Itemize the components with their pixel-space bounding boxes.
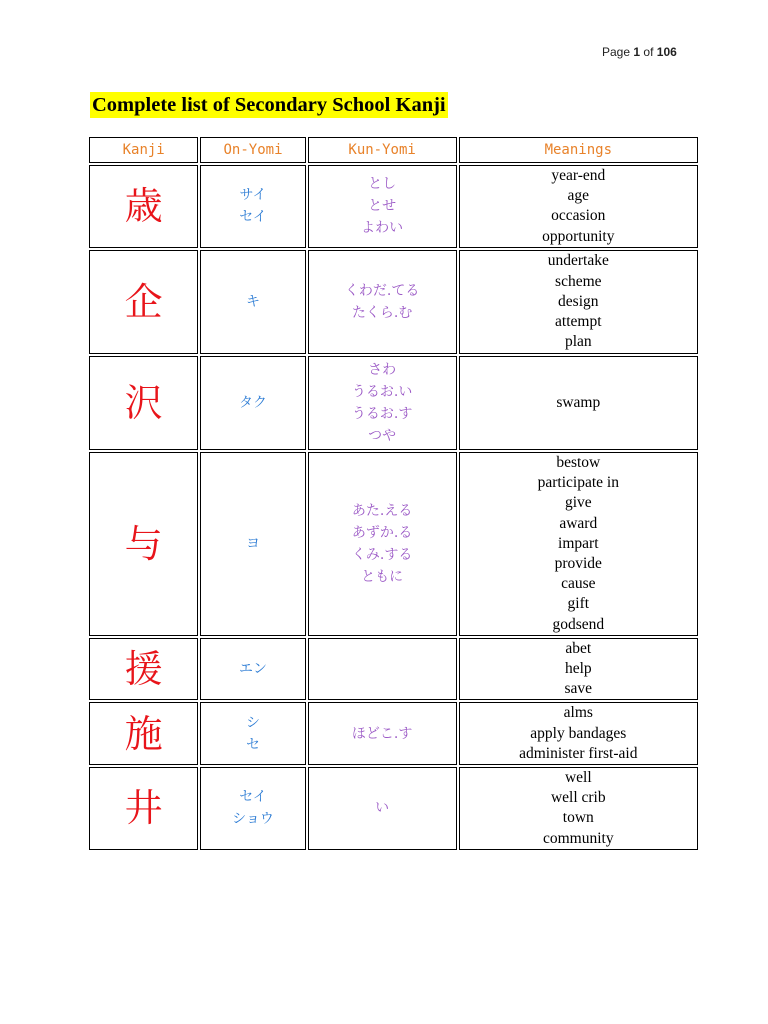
- page-number: [602, 45, 677, 59]
- kun-yomi-reading: うるお.す: [351, 405, 413, 422]
- meaning-item: godsend: [552, 615, 605, 633]
- kanji-cell: 沢: [89, 356, 198, 450]
- on-yomi-reading: セ: [246, 736, 261, 753]
- on-yomi-cell: [200, 356, 305, 450]
- table-row: [89, 767, 698, 850]
- kun-yomi-cell: [308, 452, 457, 636]
- kun-yomi-reading: あずか.る: [351, 524, 413, 541]
- table-row: [89, 250, 698, 354]
- kun-yomi-reading: くみ.する: [351, 546, 413, 563]
- kun-yomi-cell: [308, 702, 457, 765]
- meaning-item: age: [567, 187, 590, 205]
- kun-yomi-reading: ともに: [361, 568, 404, 585]
- header-meanings: Meanings: [459, 137, 698, 163]
- on-yomi-reading: シ: [246, 714, 261, 731]
- meaning-item: save: [564, 680, 593, 698]
- meaning-item: scheme: [555, 272, 602, 290]
- on-yomi-cell: [200, 702, 305, 765]
- meaning-item: alms: [563, 704, 593, 722]
- meaning-item: swamp: [556, 393, 601, 411]
- meaning-item: award: [559, 514, 598, 532]
- page-label: Page: [602, 45, 631, 59]
- kanji-table: [87, 135, 700, 852]
- kun-yomi-cell: [308, 165, 457, 248]
- on-yomi-cell: [200, 250, 305, 354]
- on-yomi-cell: [200, 767, 305, 850]
- kun-yomi-reading: とせ: [368, 198, 397, 215]
- page-of-label: of: [643, 45, 654, 59]
- page-total: 106: [656, 45, 677, 59]
- header-on-yomi: On-Yomi: [200, 137, 305, 163]
- meanings-cell: [459, 638, 698, 701]
- kun-yomi-cell: [308, 356, 457, 450]
- meaning-item: gift: [567, 595, 590, 613]
- meaning-item: year-end: [551, 167, 606, 184]
- kun-yomi-cell: [308, 767, 457, 850]
- kun-yomi-reading: い: [375, 800, 390, 817]
- meanings-cell: [459, 250, 698, 354]
- meanings-cell: [459, 767, 698, 850]
- kanji-cell: 援: [89, 638, 198, 701]
- header-kanji: Kanji: [89, 137, 198, 163]
- meaning-item: town: [562, 809, 594, 827]
- kanji-cell: 企: [89, 250, 198, 354]
- kanji-cell: 井: [89, 767, 198, 850]
- meaning-item: opportunity: [542, 227, 615, 245]
- meaning-item: attempt: [555, 312, 602, 330]
- kun-yomi-reading: うるお.い: [351, 383, 413, 400]
- kun-yomi-reading: あた.える: [351, 502, 413, 519]
- meaning-item: community: [542, 829, 614, 847]
- table-body: [89, 165, 698, 850]
- document-title: Complete list of Secondary School Kanji: [92, 94, 446, 116]
- table-row: [89, 356, 698, 450]
- on-yomi-reading: タク: [239, 394, 268, 411]
- on-yomi-reading: ショウ: [232, 811, 274, 828]
- kun-yomi-cell: [308, 250, 457, 354]
- kun-yomi-reading: ほどこ.す: [351, 725, 413, 742]
- kun-yomi-reading: つや: [368, 427, 397, 444]
- on-yomi-cell: [200, 165, 305, 248]
- on-yomi-cell: [200, 638, 305, 701]
- table-row: [89, 702, 698, 765]
- meaning-item: occasion: [551, 207, 606, 225]
- meaning-item: well: [564, 769, 592, 787]
- kanji-cell: 与: [89, 452, 198, 636]
- table-row: [89, 165, 698, 248]
- meaning-item: cause: [561, 575, 596, 593]
- kanji-cell: 歳: [89, 165, 198, 248]
- meaning-item: abet: [565, 639, 592, 657]
- kun-yomi-reading: とし: [368, 176, 397, 193]
- kanji-cell: 施: [89, 702, 198, 765]
- meaning-item: help: [564, 660, 592, 678]
- meaning-item: plan: [564, 333, 592, 351]
- on-yomi-reading: ヨ: [246, 535, 261, 552]
- meaning-item: impart: [558, 534, 599, 552]
- meanings-cell: [459, 165, 698, 248]
- meanings-cell: [459, 356, 698, 450]
- meaning-item: bestow: [556, 453, 601, 471]
- table-row: [89, 638, 698, 701]
- kun-yomi-reading: よわい: [361, 220, 404, 237]
- meaning-item: well crib: [550, 789, 606, 807]
- meanings-cell: [459, 702, 698, 765]
- kun-yomi-cell: [308, 638, 457, 701]
- on-yomi-reading: エン: [239, 661, 268, 678]
- table-row: [89, 452, 698, 636]
- on-yomi-reading: サイ: [239, 187, 267, 204]
- meaning-item: undertake: [547, 252, 609, 270]
- meaning-item: apply bandages: [530, 724, 627, 742]
- meaning-item: design: [558, 292, 599, 310]
- kun-yomi-reading: さわ: [368, 361, 397, 378]
- on-yomi-reading: セイ: [239, 209, 267, 226]
- meanings-cell: [459, 452, 698, 636]
- meaning-item: participate in: [537, 474, 619, 492]
- meaning-item: provide: [554, 554, 602, 572]
- header-kun-yomi: Kun-Yomi: [308, 137, 457, 163]
- meaning-item: administer first-aid: [519, 744, 638, 762]
- kun-yomi-reading: たくら.む: [351, 304, 413, 321]
- meaning-item: give: [564, 494, 592, 512]
- page-current: 1: [633, 45, 641, 59]
- on-yomi-reading: キ: [246, 293, 261, 310]
- on-yomi-reading: セイ: [239, 789, 267, 806]
- kun-yomi-reading: くわだ.てる: [344, 282, 420, 299]
- table-header-row: [89, 137, 698, 163]
- on-yomi-cell: [200, 452, 305, 636]
